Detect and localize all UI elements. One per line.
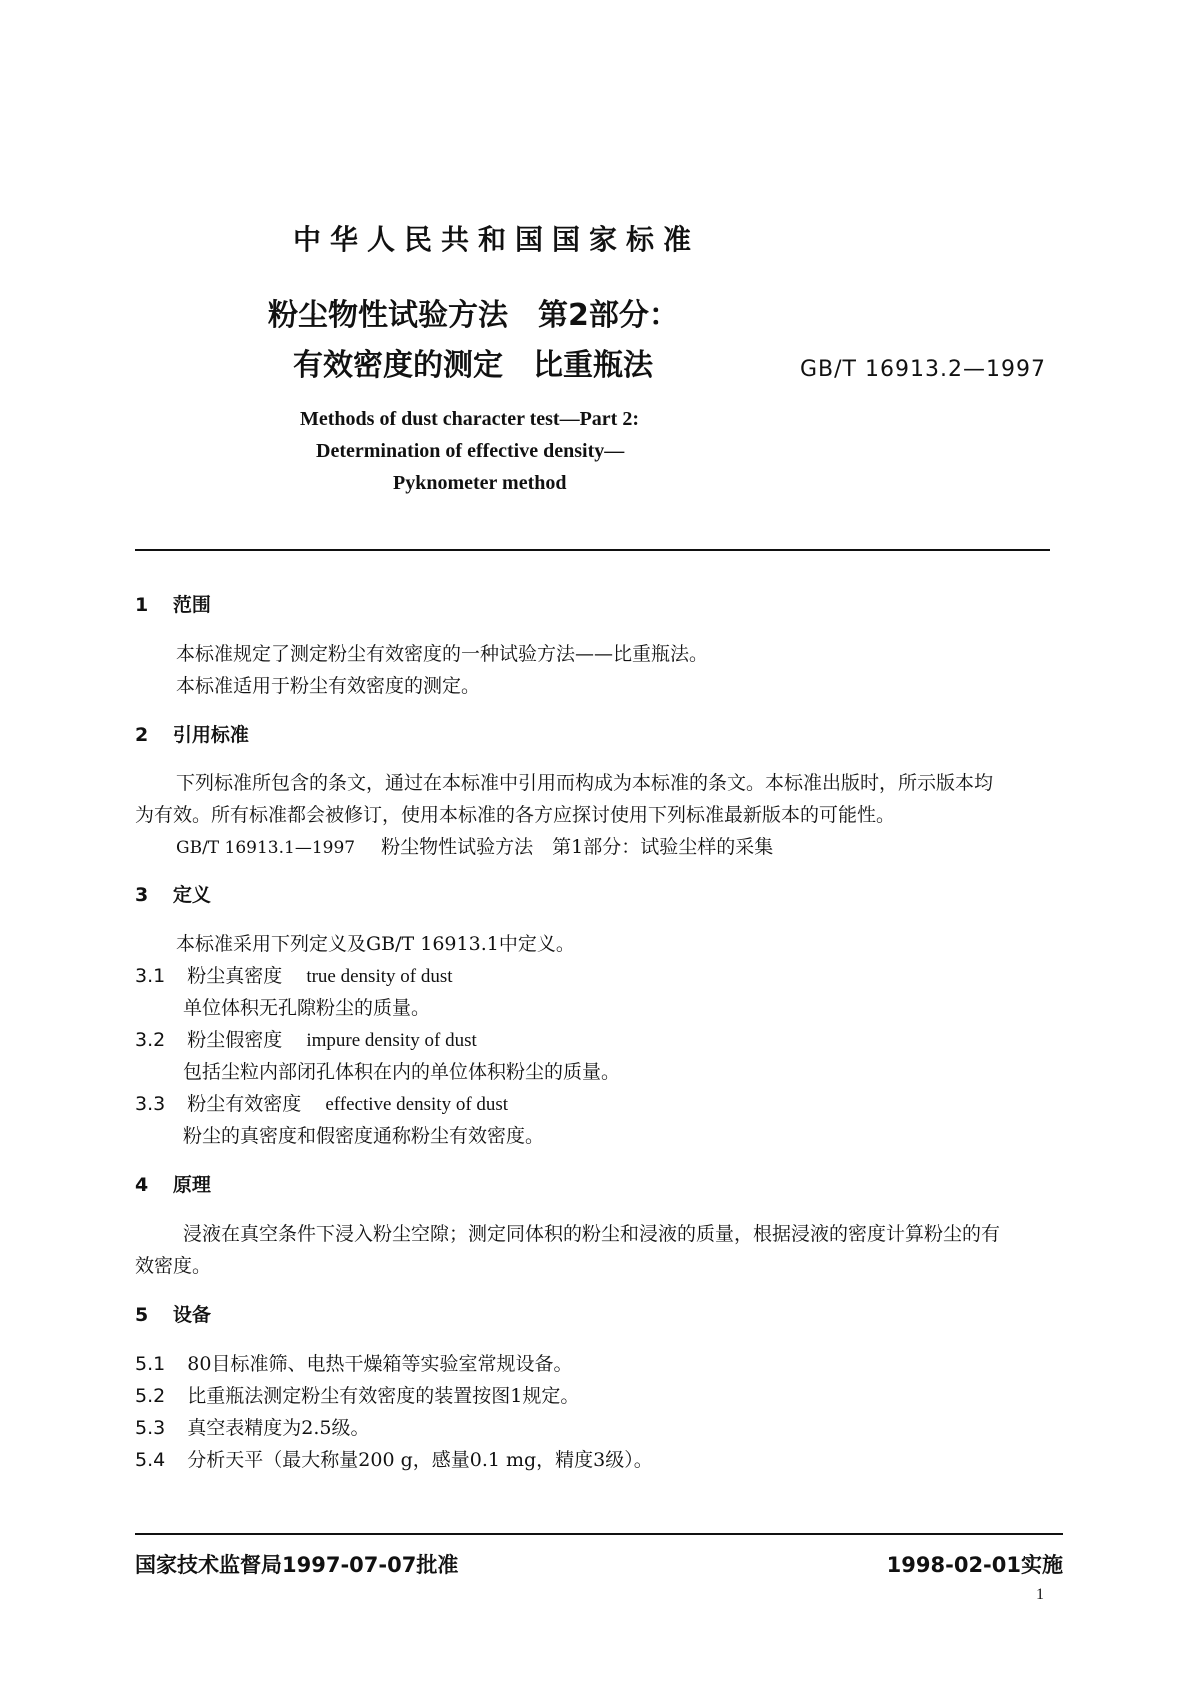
section-title: 定义	[172, 884, 211, 906]
standard-code: GB/T 16913.2—1997	[800, 357, 1046, 382]
definition-3-2-text: 包括尘粒内部闭孔体积在内的单位体积粉尘的质量。	[183, 1061, 621, 1083]
section-number: 5	[135, 1304, 149, 1326]
page-number: 1	[1036, 1586, 1044, 1603]
clause-text: 真空表精度为2.5级。	[187, 1417, 370, 1439]
equipment-5-2	[135, 1381, 579, 1408]
clause-number: 5.1	[135, 1353, 166, 1375]
section-title: 引用标准	[172, 724, 249, 746]
title-en-line2: Determination of effective density—	[316, 440, 625, 462]
clause-text: 比重瓶法测定粉尘有效密度的装置按图1规定。	[187, 1385, 580, 1407]
section-1-para-1: 本标准规定了测定粉尘有效密度的一种试验方法——比重瓶法。	[176, 643, 709, 665]
footer-divider	[135, 1533, 1063, 1535]
section-1-heading	[135, 590, 211, 617]
clause-text: 80目标准筛、电热干燥箱等实验室常规设备。	[187, 1353, 573, 1375]
title-cn-line1: 粉尘物性试验方法 第2部分：	[268, 298, 679, 333]
clause-text: 分析天平（最大称量200 g，感量0.1 mg，精度3级）。	[187, 1449, 653, 1471]
title-en-line1: Methods of dust character test—Part 2:	[300, 408, 639, 430]
definition-3-1	[135, 961, 453, 988]
title-en-line3: Pyknometer method	[393, 472, 567, 494]
term-cn: 粉尘假密度	[187, 1029, 283, 1051]
implementation-date: 1998-02-01实施	[886, 1553, 1063, 1577]
clause-number: 3.1	[135, 965, 166, 987]
equipment-5-1	[135, 1349, 572, 1376]
section-4-heading	[135, 1170, 211, 1197]
term-cn: 粉尘有效密度	[187, 1093, 302, 1115]
reference-code: GB/T 16913.1—1997	[176, 838, 356, 858]
clause-number: 5.2	[135, 1385, 166, 1407]
section-number: 2	[135, 724, 149, 746]
term-en: true density of dust	[306, 966, 453, 987]
clause-number: 3.3	[135, 1093, 166, 1115]
section-title: 设备	[172, 1304, 211, 1326]
section-title: 范围	[172, 594, 211, 616]
clause-number: 5.4	[135, 1449, 166, 1471]
definition-3-1-text: 单位体积无孔隙粉尘的质量。	[183, 997, 431, 1019]
clause-number: 5.3	[135, 1417, 166, 1439]
section-number: 1	[135, 594, 149, 616]
section-3-heading	[135, 880, 211, 907]
section-4-para-line2: 效密度。	[135, 1255, 212, 1277]
approval-line: 国家技术监督局1997-07-07批准	[135, 1553, 459, 1577]
reference-entry	[176, 832, 773, 859]
term-en: impure density of dust	[306, 1030, 477, 1051]
section-title: 原理	[172, 1174, 211, 1196]
section-2-para-line2: 为有效。所有标准都会被修订，使用本标准的各方应探讨使用下列标准最新版本的可能性。	[135, 804, 896, 826]
term-cn: 粉尘真密度	[187, 965, 283, 987]
equipment-5-3	[135, 1413, 369, 1440]
section-4-para-line1: 浸液在真空条件下浸入粉尘空隙；测定同体积的粉尘和浸液的质量，根据浸液的密度计算粉尘的有	[183, 1223, 1001, 1245]
reference-title: 粉尘物性试验方法 第1部分：试验尘样的采集	[381, 836, 774, 858]
title-cn-line2: 有效密度的测定 比重瓶法	[293, 348, 653, 383]
term-en: effective density of dust	[325, 1094, 509, 1115]
section-number: 3	[135, 884, 149, 906]
header-divider	[135, 549, 1050, 551]
definition-3-3-text: 粉尘的真密度和假密度通称粉尘有效密度。	[183, 1125, 545, 1147]
definition-3-2	[135, 1025, 477, 1052]
section-2-para-line1: 下列标准所包含的条文，通过在本标准中引用而构成为本标准的条文。本标准出版时，所示版本均	[176, 772, 994, 794]
clause-number: 3.2	[135, 1029, 166, 1051]
national-standard-heading: 中华人民共和国国家标准	[293, 223, 701, 256]
section-5-heading	[135, 1300, 211, 1327]
section-number: 4	[135, 1174, 149, 1196]
section-2-heading	[135, 720, 249, 747]
section-3-intro: 本标准采用下列定义及GB/T 16913.1中定义。	[176, 933, 575, 955]
definition-3-3	[135, 1089, 508, 1116]
equipment-5-4	[135, 1445, 653, 1472]
section-1-para-2: 本标准适用于粉尘有效密度的测定。	[176, 675, 481, 697]
